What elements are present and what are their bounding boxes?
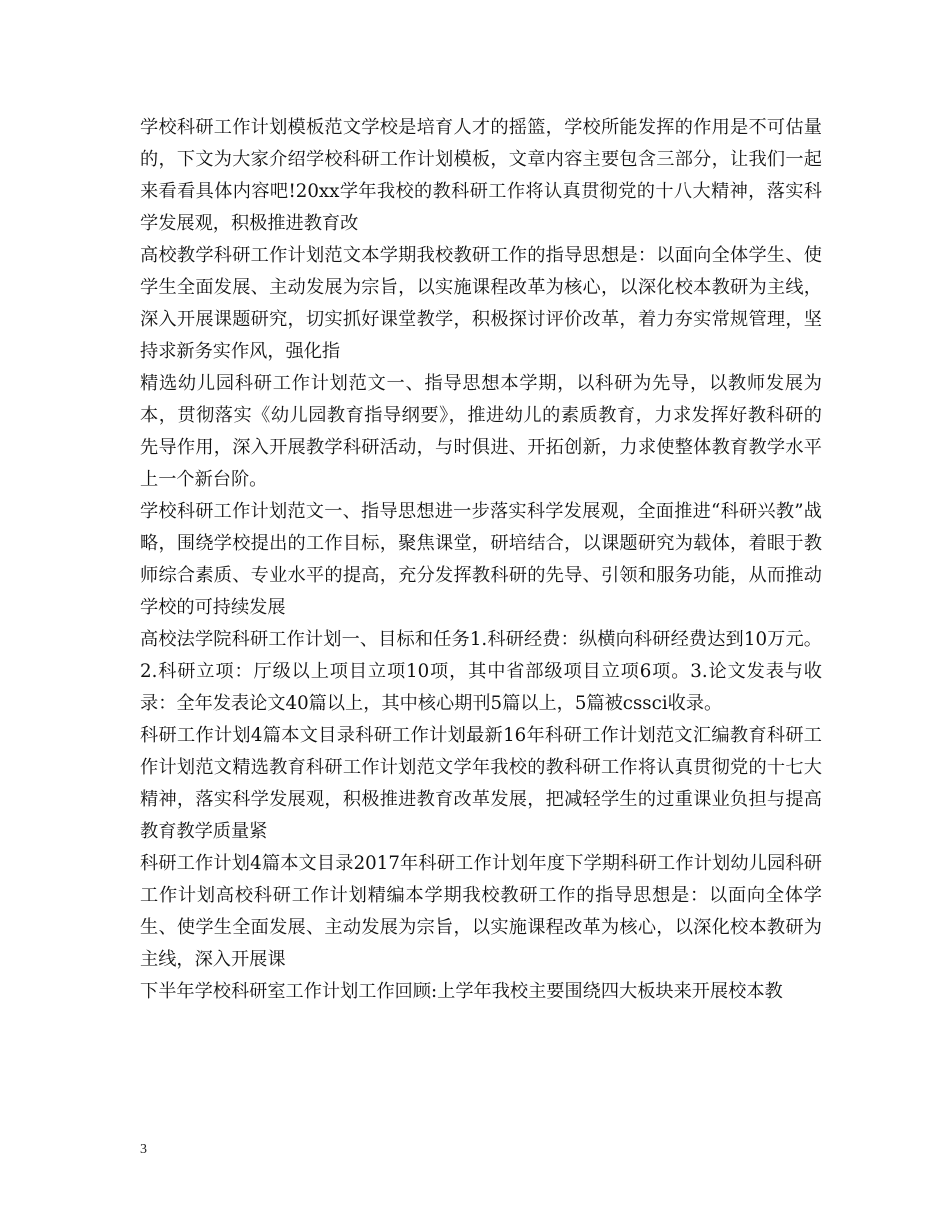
paragraph: 精选幼儿园科研工作计划范文一、指导思想本学期，以科研为先导，以教师发展为本，贯彻落实《幼儿园教育指导纲要》，推进幼儿的素质教育，力求发挥好教科研的先导作用，深入开展教学科研活动，与时俱进、开拓创新，力求使整体教育教学水平上一个新台阶。: [140, 373, 822, 490]
paragraph: 学校科研工作计划模板范文学校是培育人才的摇篮，学校所能发挥的作用是不可估量的，下文为大家介绍学校科研工作计划模板，文章内容主要包含三部分，让我们一起来看看具体内容吧!20xx学年我校的教科研工作将认真贯彻党的十八大精神，落实科学发展观，积极推进教育改: [140, 117, 822, 234]
page-number: 3: [140, 1142, 147, 1157]
paragraph: 科研工作计划4篇本文目录2017年科研工作计划年度下学期科研工作计划幼儿园科研工作计划高校科研工作计划精编本学期我校教研工作的指导思想是：以面向全体学生、使学生全面发展、主动发展为宗旨，以实施课程改革为核心，以深化校本教研为主线，深入开展课: [140, 853, 822, 970]
document-body: [140, 112, 822, 1008]
paragraph: 科研工作计划4篇本文目录科研工作计划最新16年科研工作计划范文汇编教育科研工作计划范文精选教育科研工作计划范文学年我校的教科研工作将认真贯彻党的十七大精神，落实科学发展观，积极推进教育改革发展，把减轻学生的过重课业负担与提高教育教学质量紧: [140, 725, 822, 842]
paragraph: 学校科研工作计划范文一、指导思想进一步落实科学发展观，全面推进“科研兴教”战略，围绕学校提出的工作目标，聚焦课堂，研培结合，以课题研究为载体，着眼于教师综合素质、专业水平的提高，充分发挥教科研的先导、引领和服务功能，从而推动学校的可持续发展: [140, 501, 822, 618]
paragraph: 高校法学院科研工作计划一、目标和任务1.科研经费：纵横向科研经费达到10万元。2.科研立项：厅级以上项目立项10项，其中省部级项目立项6项。3.论文发表与收录：全年发表论文40篇以上，其中核心期刊5篇以上，5篇被cssci收录。: [140, 629, 822, 714]
paragraph: 高校教学科研工作计划范文本学期我校教研工作的指导思想是：以面向全体学生、使学生全面发展、主动发展为宗旨，以实施课程改革为核心，以深化校本教研为主线，深入开展课题研究，切实抓好课堂教学，积极探讨评价改革，着力夯实常规管理，坚持求新务实作风，强化指: [140, 245, 822, 362]
paragraph: 下半年学校科研室工作计划工作回顾:上学年我校主要围绕四大板块来开展校本教: [140, 981, 783, 1002]
